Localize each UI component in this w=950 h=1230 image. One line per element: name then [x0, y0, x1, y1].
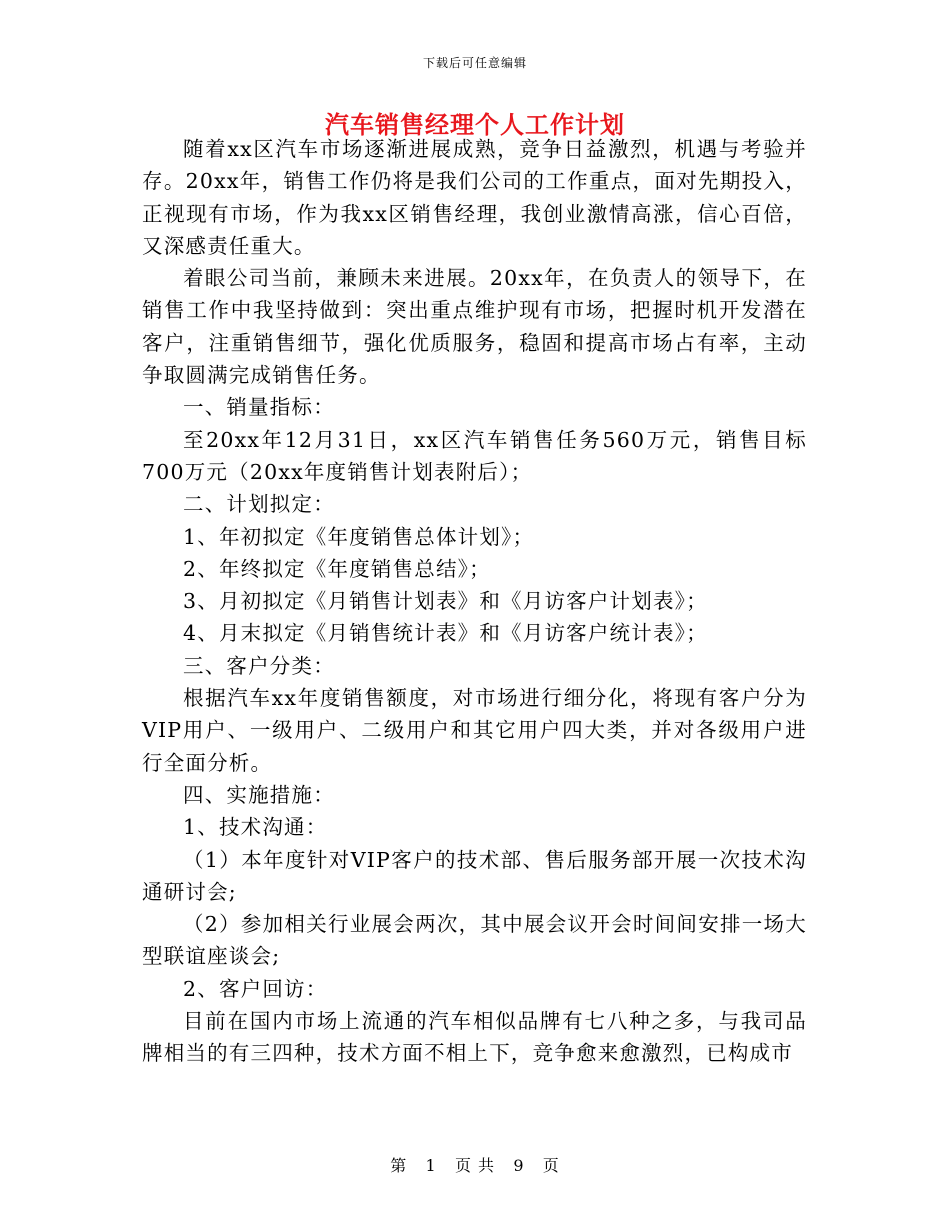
page-footer: [0, 1153, 950, 1176]
paragraph-intro-2: 着眼公司当前，兼顾未来进展。20xx年，在负责人的领导下，在销售工作中我坚持做到：突出重点维护现有市场，把握时机开发潜在客户，注重销售细节，强化优质服务，稳固和提高市场占有率，主动争取圆满完成销售任务。: [142, 266, 807, 388]
footer-page-total: 9: [513, 1156, 525, 1175]
footer-page-current: 1: [425, 1156, 437, 1175]
section-heading-sales-target: 一、销量指标：: [183, 395, 335, 420]
paragraph-sales-target: 至20xx年12月31日，xx区汽车销售任务560万元，销售目标700万元（20xx年度销售计划表附后）；: [142, 427, 807, 484]
section-heading-customer-classification: 三、客户分类：: [183, 653, 335, 678]
footer-suffix: 页: [542, 1156, 560, 1175]
document-title: 汽车销售经理个人工作计划: [325, 110, 625, 139]
plan-item-4: 4、月末拟定《月销售统计表》和《月访客户统计表》；: [183, 621, 708, 646]
subheading-tech-communication: 1、技术沟通：: [183, 815, 328, 840]
footer-mid: 页 共: [454, 1156, 496, 1175]
subheading-customer-visit: 2、客户回访：: [183, 976, 328, 1001]
paragraph-customer-classification: 根据汽车xx年度销售额度，对市场进行细分化，将现有客户分为VIP用户、一级用户、二级用户和其它用户四大类，并对各级用户进行全面分析。: [142, 686, 807, 775]
paragraph-intro-1: 随着xx区汽车市场逐渐进展成熟，竞争日益激烈，机遇与考验并存。20xx年，销售工作仍将是我们公司的工作重点，面对先期投入，正视现有市场，作为我xx区销售经理，我创业激情高涨，信心百倍，又深感责任重大。: [142, 137, 807, 258]
header-note: 下载后可任意编辑: [422, 56, 527, 70]
document-body: [142, 133, 807, 1070]
plan-item-2: 2、年终拟定《年度销售总结》；: [183, 556, 491, 581]
footer-prefix: 第: [390, 1156, 408, 1175]
plan-item-1: 1、年初拟定《年度销售总体计划》；: [183, 524, 535, 549]
measure-item-2: （2）参加相关行业展会两次，其中展会议开会时间间安排一场大型联谊座谈会;: [142, 912, 807, 969]
section-heading-measures: 四、实施措施：: [183, 782, 335, 807]
paragraph-customer-visit: 目前在国内市场上流通的汽车相似品牌有七八种之多，与我司品牌相当的有三四种，技术方面不相上下，竞争愈来愈激烈，已构成市: [142, 1009, 807, 1066]
section-heading-plan: 二、计划拟定：: [183, 492, 335, 517]
plan-item-3: 3、月初拟定《月销售计划表》和《月访客户计划表》；: [183, 589, 708, 614]
measure-item-1: （1）本年度针对VIP客户的技术部、售后服务部开展一次技术沟通研讨会;: [142, 847, 807, 904]
